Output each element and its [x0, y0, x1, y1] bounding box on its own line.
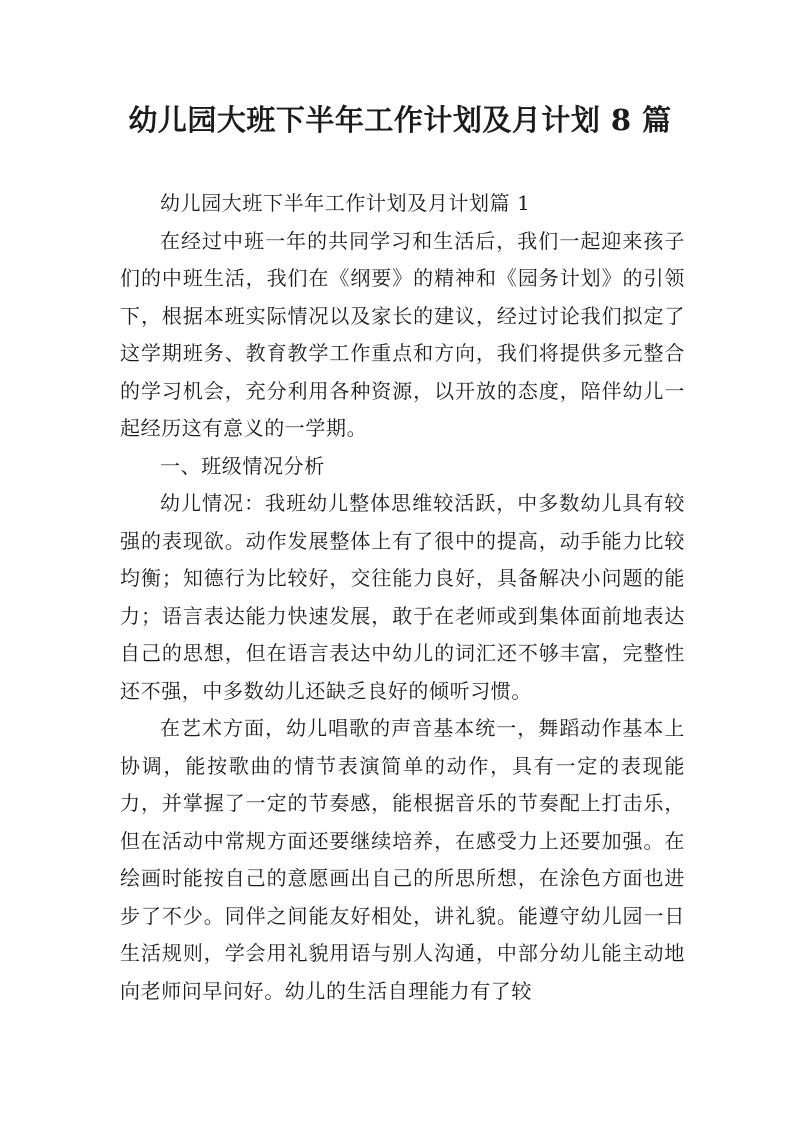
paragraph-intro: 在经过中班一年的共同学习和生活后，我们一起迎来孩子们的中班生活，我们在《纲要》的精神和《园务计划》的引领下，根据本班实际情况以及家长的建议，经过讨论我们拟定了这学期班务、教育教学工作重点和方向，我们将提供多元整合的学习机会，充分利用各种资源，以开放的态度，陪伴幼儿一起经历这有意义的一学期。 [120, 228, 685, 440]
section-heading: 一、班级情况分析 [160, 453, 325, 478]
document-body [120, 185, 685, 1010]
section-heading: 幼儿园大班下半年工作计划及月计划篇 1 [160, 191, 531, 215]
paragraph-art: 在艺术方面，幼儿唱歌的声音基本统一，舞蹈动作基本上协调，能按歌曲的情节表演简单的动作，具有一定的表现能力，并掌握了一定的节奏感，能根据音乐的节奏配上打击乐，但在活动中常规方面还要继续培养，在感受力上还要加强。在绘画时能按自己的意愿画出自己的所思所想，在涂色方面也进步了不少。同伴之间能友好相处，讲礼貌。能遵守幼儿园一日生活规则，学会用礼貌用语与别人沟通，中部分幼儿能主动地向老师问早问好。幼儿的生活自理能力有了较 [120, 716, 685, 1003]
document-title: 幼儿园大班下半年工作计划及月计划 8 篇 [128, 103, 672, 137]
paragraph-child-situation: 幼儿情况：我班幼儿整体思维较活跃，中多数幼儿具有较强的表现欲。动作发展整体上有了很中的提高，动手能力比较均衡；知德行为比较好，交往能力良好，具备解决小问题的能力；语言表达能力快速发展，敢于在老师或到集体面前地表达自己的思想，但在语言表达中幼儿的词汇还不够丰富，完整性还不强，中多数幼儿还缺乏良好的倾听习惯。 [120, 491, 685, 703]
